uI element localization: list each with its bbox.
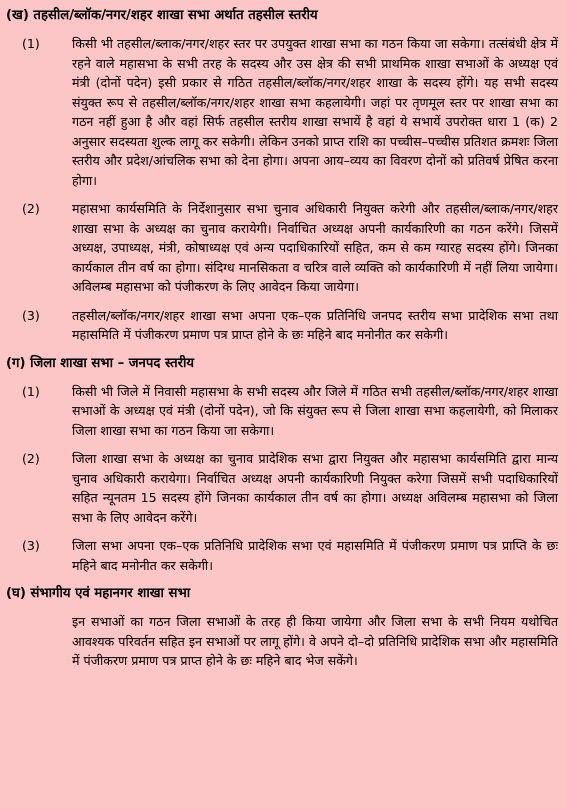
item-text: किसी भी जिले में निवासी महासभा के सभी सदस्य और जिले में गठित सभी तहसील/ब्लॉक/नगर/शहर शाखा सभाओं के अध्यक्ष एवं मंत्री (दोनों पदेन), जो कि संयुक्त रूप से जिला शाखा सभा कहलायेगी, को मिलाकर जिला शाखा सभा का गठन किया जा सकेगा।: [72, 383, 558, 438]
item-number: (2): [22, 451, 40, 466]
item-text: महासभा कार्यसमिति के निर्देशानुसार सभा चुनाव अधिकारी नियुक्त करेगी और तहसील/ब्लाक/नगर/शहर शाखा सभा के अध्यक्ष का चुनाव करायेगी। निर्वाचित अध्यक्ष अपनी कार्यकारिणी का गठन करेंगे। जिसमें अध्यक्ष, उपाध्यक्ष, मंत्री, कोषाध्यक्ष एवं अन्य पदाधिकारियों सहित, कम से कम ग्यारह सदस्य होंगे। जिनका कार्यकाल तीन वर्ष का होगा। संदिग्ध मानसिकता व चरित्र वाले व्यक्ति को कार्यकारिणी में नहीं लिया जायेगा। अविलम्ब महासभा को पंजीकरण के लिए आवेदन किया जायेगा।: [72, 201, 558, 294]
list-item: [6, 536, 560, 575]
section-note: इन सभाओं का गठन जिला सभाओं के तरह ही किया जायेगा और जिला सभा के सभी नियम यथोचित आवश्यक परिवर्तन सहित इन सभाओं पर लागू होंगे। वे अपने दो–दो प्रतिनिधि प्रादेशिक सभा और महासमिति में पंजीकरण प्रमाण पत्र प्राप्त होने के छः महिने बाद भेज सकेंगे।: [72, 614, 558, 668]
list-item: [6, 382, 560, 441]
item-number: (1): [22, 383, 40, 399]
item-number: (2): [22, 201, 40, 216]
item-number: (3): [22, 538, 40, 553]
item-text: तहसील/ब्लॉक/नगर/शहर शाखा सभा अपना एक–एक प्रतिनिधि जनपद स्तरीय सभा प्रादेशिक सभा तथा महासमिति में पंजीकरण प्रमाण पत्र प्राप्त होने के छः महिने बाद मनोनीत कर सकेगी।: [72, 307, 558, 342]
item-text: किसी भी तहसील/ब्लाक/नगर/शहर स्तर पर उपयुक्त शाखा सभा का गठन किया जा सकेगा। तत्संबंधी क्षेत्र में रहने वाले महासभा के सभी तरह के सदस्य और उस क्षेत्र की सभी प्राथमिक शाखा सभाओं के अध्यक्ष एवं मंत्री (दोनों पदेन) इसी प्रकार से गठित तहसील/ब्लॉक/नगर/शहर शाखा के सदस्य होंगे। यह सभी सदस्य संयुक्त रूप से तहसील/ब्लॉक/नगर/शहर शाखा सभा कहलायेगी। जहां पर तृणमूल स्तर पर शाखा सभा का गठन नहीं हुआ है और वहां सिर्फ तहसील स्तरीय शाखा सभायें है वहां ये सभायें उपरोक्त धारा 1 (क) 2 अनुसार सदस्यता शुल्क लागू कर सकेगी। लेकिन उनको प्राप्त राशि का पच्चीस–पच्चीस प्रतिशत क्रमशः जिला स्तरीय और प्रदेश/आंचलिक सभा को देना होगा। अपना आय–व्यय का विवरण दोनों को प्रतिवर्ष प्रेषित करना होगा।: [72, 36, 558, 188]
section-ga: [6, 354, 560, 576]
list-item: [6, 199, 560, 297]
section-heading: (ख) तहसील/ब्लॉक/नगर/शहर शाखा सभा अर्थात तहसील स्तरीय: [6, 8, 318, 23]
list-item: [6, 449, 560, 527]
item-text: जिला शाखा सभा के अध्यक्ष का चुनाव प्रादेशिक सभा द्वारा नियुक्त और महासभा कार्यसमिति द्वारा मान्य चुनाव अधिकारी करायेगा। निर्वाचित अध्यक्ष अपनी कार्यकारिणी नियुक्त करेगा जिसमें सभी पदाधिकारियों सहित न्यूनतम 15 सदस्य होंगे जिनका कार्यकाल तीन वर्ष का होगा। अध्यक्ष अविलम्ब महासभा को जिला सभा के लिए आवेदन करेंगे।: [72, 451, 558, 525]
list-item: [6, 306, 560, 345]
section-gha: [6, 584, 560, 671]
item-text: जिला सभा अपना एक–एक प्रतिनिधि प्रादेशिक सभा एवं महासमिति में पंजीकरण प्रमाण पत्र प्राप्ति के छः महिने बाद मनोनीत कर सकेगी।: [72, 538, 558, 573]
section-kha: [6, 6, 560, 345]
item-number: (1): [22, 36, 40, 51]
item-number: (3): [22, 307, 40, 323]
list-item: [6, 34, 560, 190]
section-heading: (ग) जिला शाखा सभा – जनपद स्तरीय: [6, 355, 195, 371]
section-heading: (घ) संभागीय एवं महानगर शाखा सभा: [6, 586, 191, 601]
